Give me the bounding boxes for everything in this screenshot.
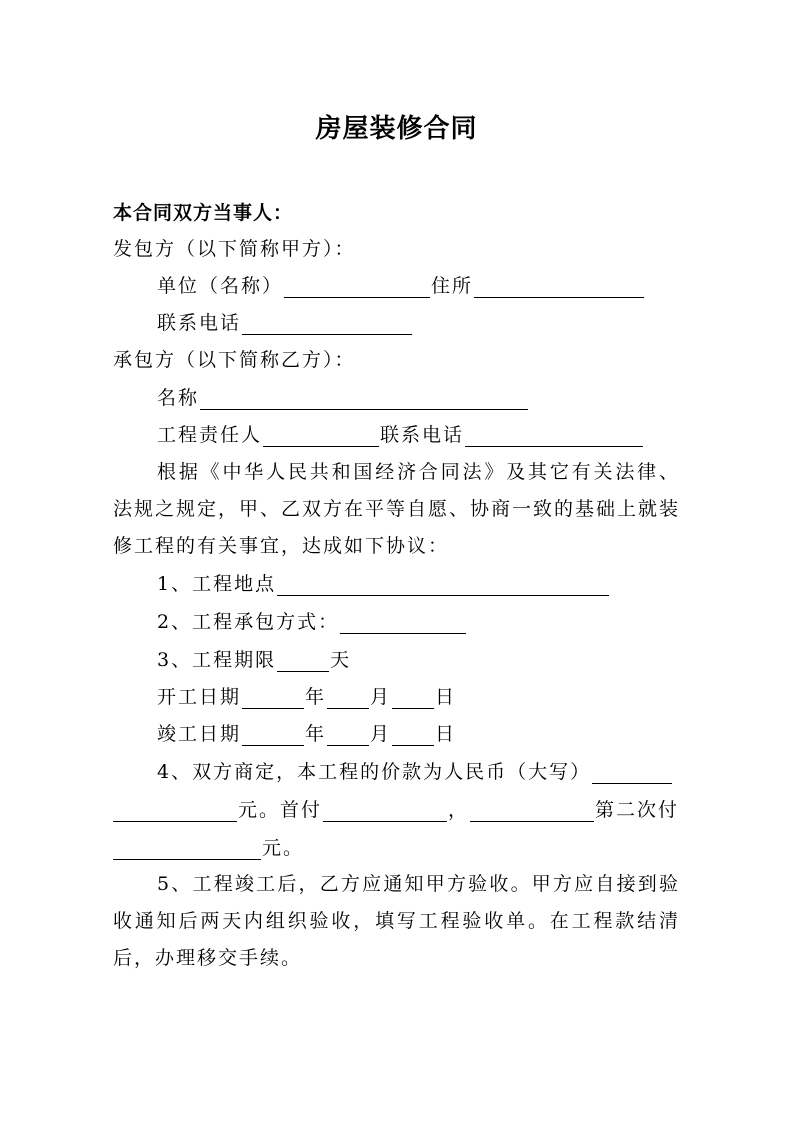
manager-blank[interactable] bbox=[263, 426, 379, 447]
month-unit: 月 bbox=[370, 686, 392, 708]
name-blank[interactable] bbox=[200, 389, 528, 410]
clause-1-row bbox=[157, 572, 610, 596]
phone-blank[interactable] bbox=[465, 426, 643, 447]
start-year-blank[interactable] bbox=[242, 688, 304, 709]
clause-4-text: 4、双方商定，本工程的价款为人民币（大写） bbox=[157, 761, 592, 783]
month-unit: 月 bbox=[370, 723, 392, 745]
address-blank[interactable] bbox=[474, 277, 644, 298]
days-unit: 天 bbox=[330, 649, 352, 671]
year-unit: 年 bbox=[305, 686, 327, 708]
second-payment-blank[interactable] bbox=[113, 839, 261, 860]
name-label: 名称 bbox=[157, 387, 200, 409]
manager-label: 工程责任人 bbox=[157, 424, 263, 446]
end-year-blank[interactable] bbox=[242, 725, 304, 746]
start-date-row bbox=[157, 685, 456, 709]
end-date-label: 竣工日期 bbox=[157, 723, 242, 745]
price-capital-blank[interactable] bbox=[592, 763, 672, 784]
payment-row bbox=[113, 798, 679, 822]
second-payment-row bbox=[113, 836, 304, 860]
start-month-blank[interactable] bbox=[327, 688, 369, 709]
second-payment-label: 第二次付 bbox=[595, 799, 680, 821]
clause-3-row bbox=[157, 648, 351, 672]
party-b-heading: 承包方（以下简称乙方）： bbox=[113, 349, 356, 371]
yuan-unit: 元。 bbox=[238, 799, 281, 821]
price-amount-blank[interactable] bbox=[113, 801, 237, 822]
yuan-end-unit: 元。 bbox=[262, 837, 305, 859]
unit-label: 单位（名称） bbox=[157, 275, 284, 297]
end-date-row bbox=[157, 722, 456, 746]
first-payment-label: 首付 bbox=[280, 799, 323, 821]
comma: ， bbox=[448, 799, 470, 821]
end-month-blank[interactable] bbox=[327, 725, 369, 746]
parties-heading: 本合同双方当事人： bbox=[113, 202, 294, 224]
first-payment-amount-blank[interactable] bbox=[470, 801, 594, 822]
preamble-paragraph: 根据《中华人民共和国经济合同法》及其它有关法律、法规之规定，甲、乙双方在平等自愿、协商一致的基础上就装修工程的有关事宜，达成如下协议： bbox=[113, 461, 681, 557]
clause-4-row bbox=[157, 760, 673, 784]
document-title: 房屋装修合同 bbox=[315, 114, 478, 144]
clause-2-row bbox=[157, 610, 467, 634]
unit-blank[interactable] bbox=[284, 277, 430, 298]
end-day-blank[interactable] bbox=[392, 725, 434, 746]
duration-blank[interactable] bbox=[277, 651, 329, 672]
party-a-phone-row bbox=[157, 311, 413, 335]
day-unit: 日 bbox=[435, 686, 457, 708]
phone-label: 联系电话 bbox=[157, 312, 242, 334]
start-day-blank[interactable] bbox=[392, 688, 434, 709]
year-unit: 年 bbox=[305, 723, 327, 745]
party-a-unit-row bbox=[157, 274, 645, 298]
address-label: 住所 bbox=[431, 275, 474, 297]
party-a-heading: 发包方（以下简称甲方）： bbox=[113, 238, 356, 260]
phone-blank[interactable] bbox=[242, 314, 412, 335]
location-blank[interactable] bbox=[277, 575, 609, 596]
clause-5-paragraph: 5、工程竣工后，乙方应通知甲方验收。甲方应自接到验收通知后两天内组织验收，填写工程验收单。在工程款结清后，办理移交手续。 bbox=[113, 873, 680, 969]
first-payment-blank[interactable] bbox=[323, 801, 447, 822]
day-unit: 日 bbox=[435, 723, 457, 745]
clause-3-label: 3、工程期限 bbox=[157, 649, 277, 671]
start-date-label: 开工日期 bbox=[157, 686, 242, 708]
clause-1-label: 1、工程地点 bbox=[157, 573, 277, 595]
phone-label: 联系电话 bbox=[380, 424, 465, 446]
clause-2-label: 2、工程承包方式： bbox=[157, 611, 340, 633]
contract-mode-blank[interactable] bbox=[340, 613, 466, 634]
party-b-name-row bbox=[157, 386, 529, 410]
party-b-manager-row bbox=[157, 423, 644, 447]
